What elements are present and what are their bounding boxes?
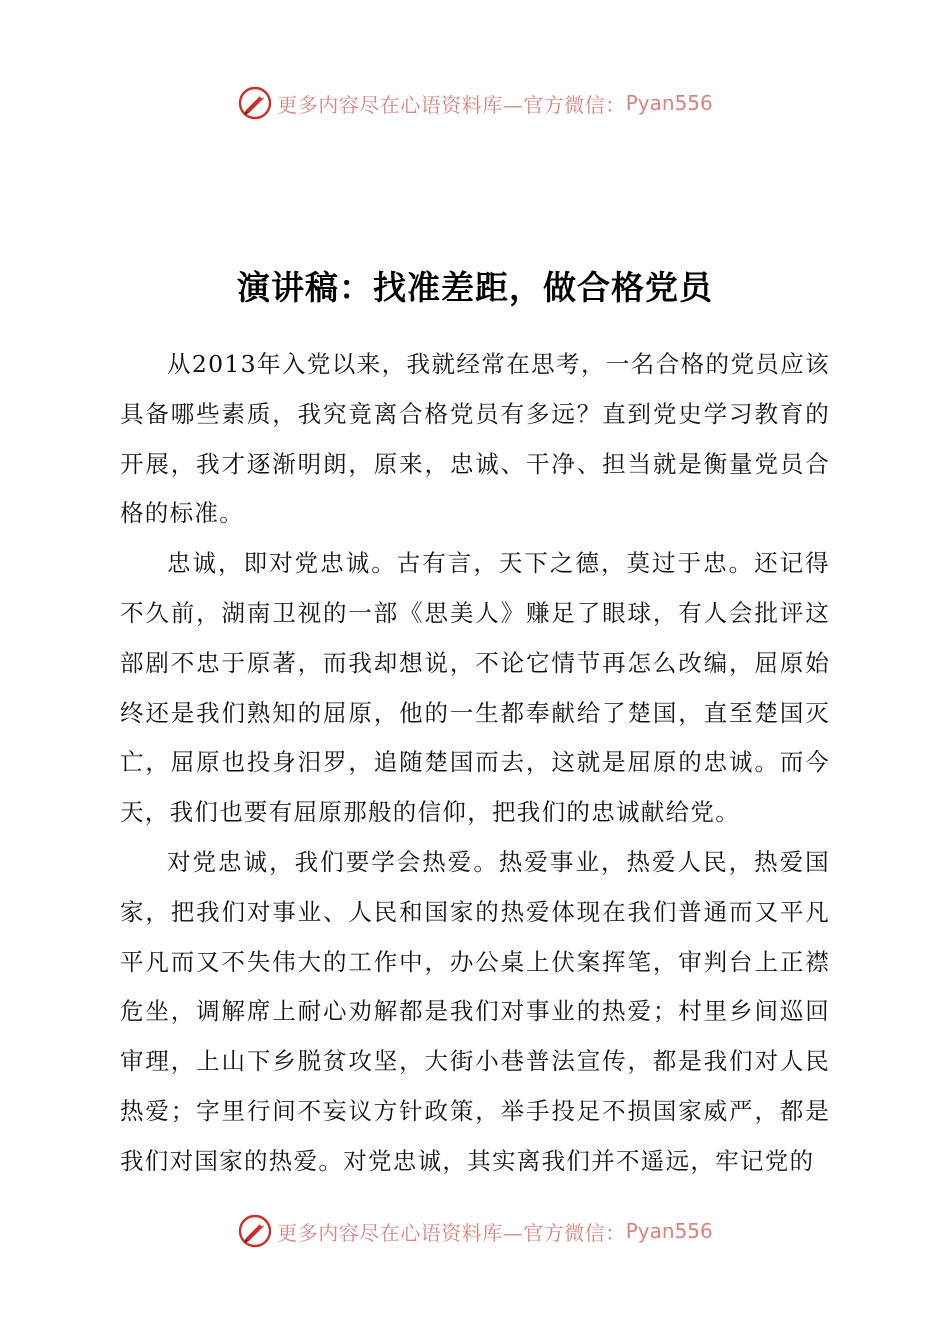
header-watermark-id: Pyan556 <box>625 91 713 115</box>
paragraph: 忠诚，即对党忠诚。古有言，天下之德，莫过于忠。还记得不久前，湖南卫视的一部《思美人》赚足了眼球，有人会批评这部剧不忠于原著，而我却想说，不论它情节再怎么改编，屈原始终还是我们熟知的屈原，他的一生都奉献给了楚国，直至楚国灭亡，屈原也投身汨罗，追随楚国而去，这就是屈原的忠诚。而今天，我们也要有屈原那般的信仰，把我们的忠诚献给党。 <box>120 549 830 827</box>
pen-logo-icon <box>237 85 273 121</box>
footer-watermark-id: Pyan556 <box>625 1219 713 1243</box>
paragraph: 对党忠诚，我们要学会热爱。热爱事业，热爱人民，热爱国家，把我们对事业、人民和国家的热爱体现在我们普通而又平凡平凡而又不失伟大的工作中，办公桌上伏案挥笔，审判台上正襟危坐，调解席上耐心劝解都是我们对事业的热爱；村里乡间巡回审理，上山下乡脱贫攻坚，大街小巷普法宣传，都是我们对人民热爱；字里行间不妄议方针政策，举手投足不损国家威严，都是我们对国家的热爱。对党忠诚，其实离我们并不遥远，牢记党的 <box>120 847 830 1175</box>
footer-watermark-text: 更多内容尽在心语资料库—官方微信： <box>277 1220 626 1245</box>
document-title: 演讲稿：找准差距，做合格党员 <box>237 268 713 307</box>
paragraph: 从2013年入党以来，我就经常在思考，一名合格的党员应该具备哪些素质，我究竟离合格党员有多远？直到党史学习教育的开展，我才逐渐明朗，原来，忠诚、干净、担当就是衡量党员合格的标准。 <box>120 350 830 528</box>
footer-watermark-banner <box>0 1211 950 1251</box>
header-watermark-banner <box>0 83 950 123</box>
pen-logo-icon <box>237 1213 273 1249</box>
document-body <box>120 340 830 1187</box>
header-watermark-text: 更多内容尽在心语资料库—官方微信： <box>277 92 626 117</box>
